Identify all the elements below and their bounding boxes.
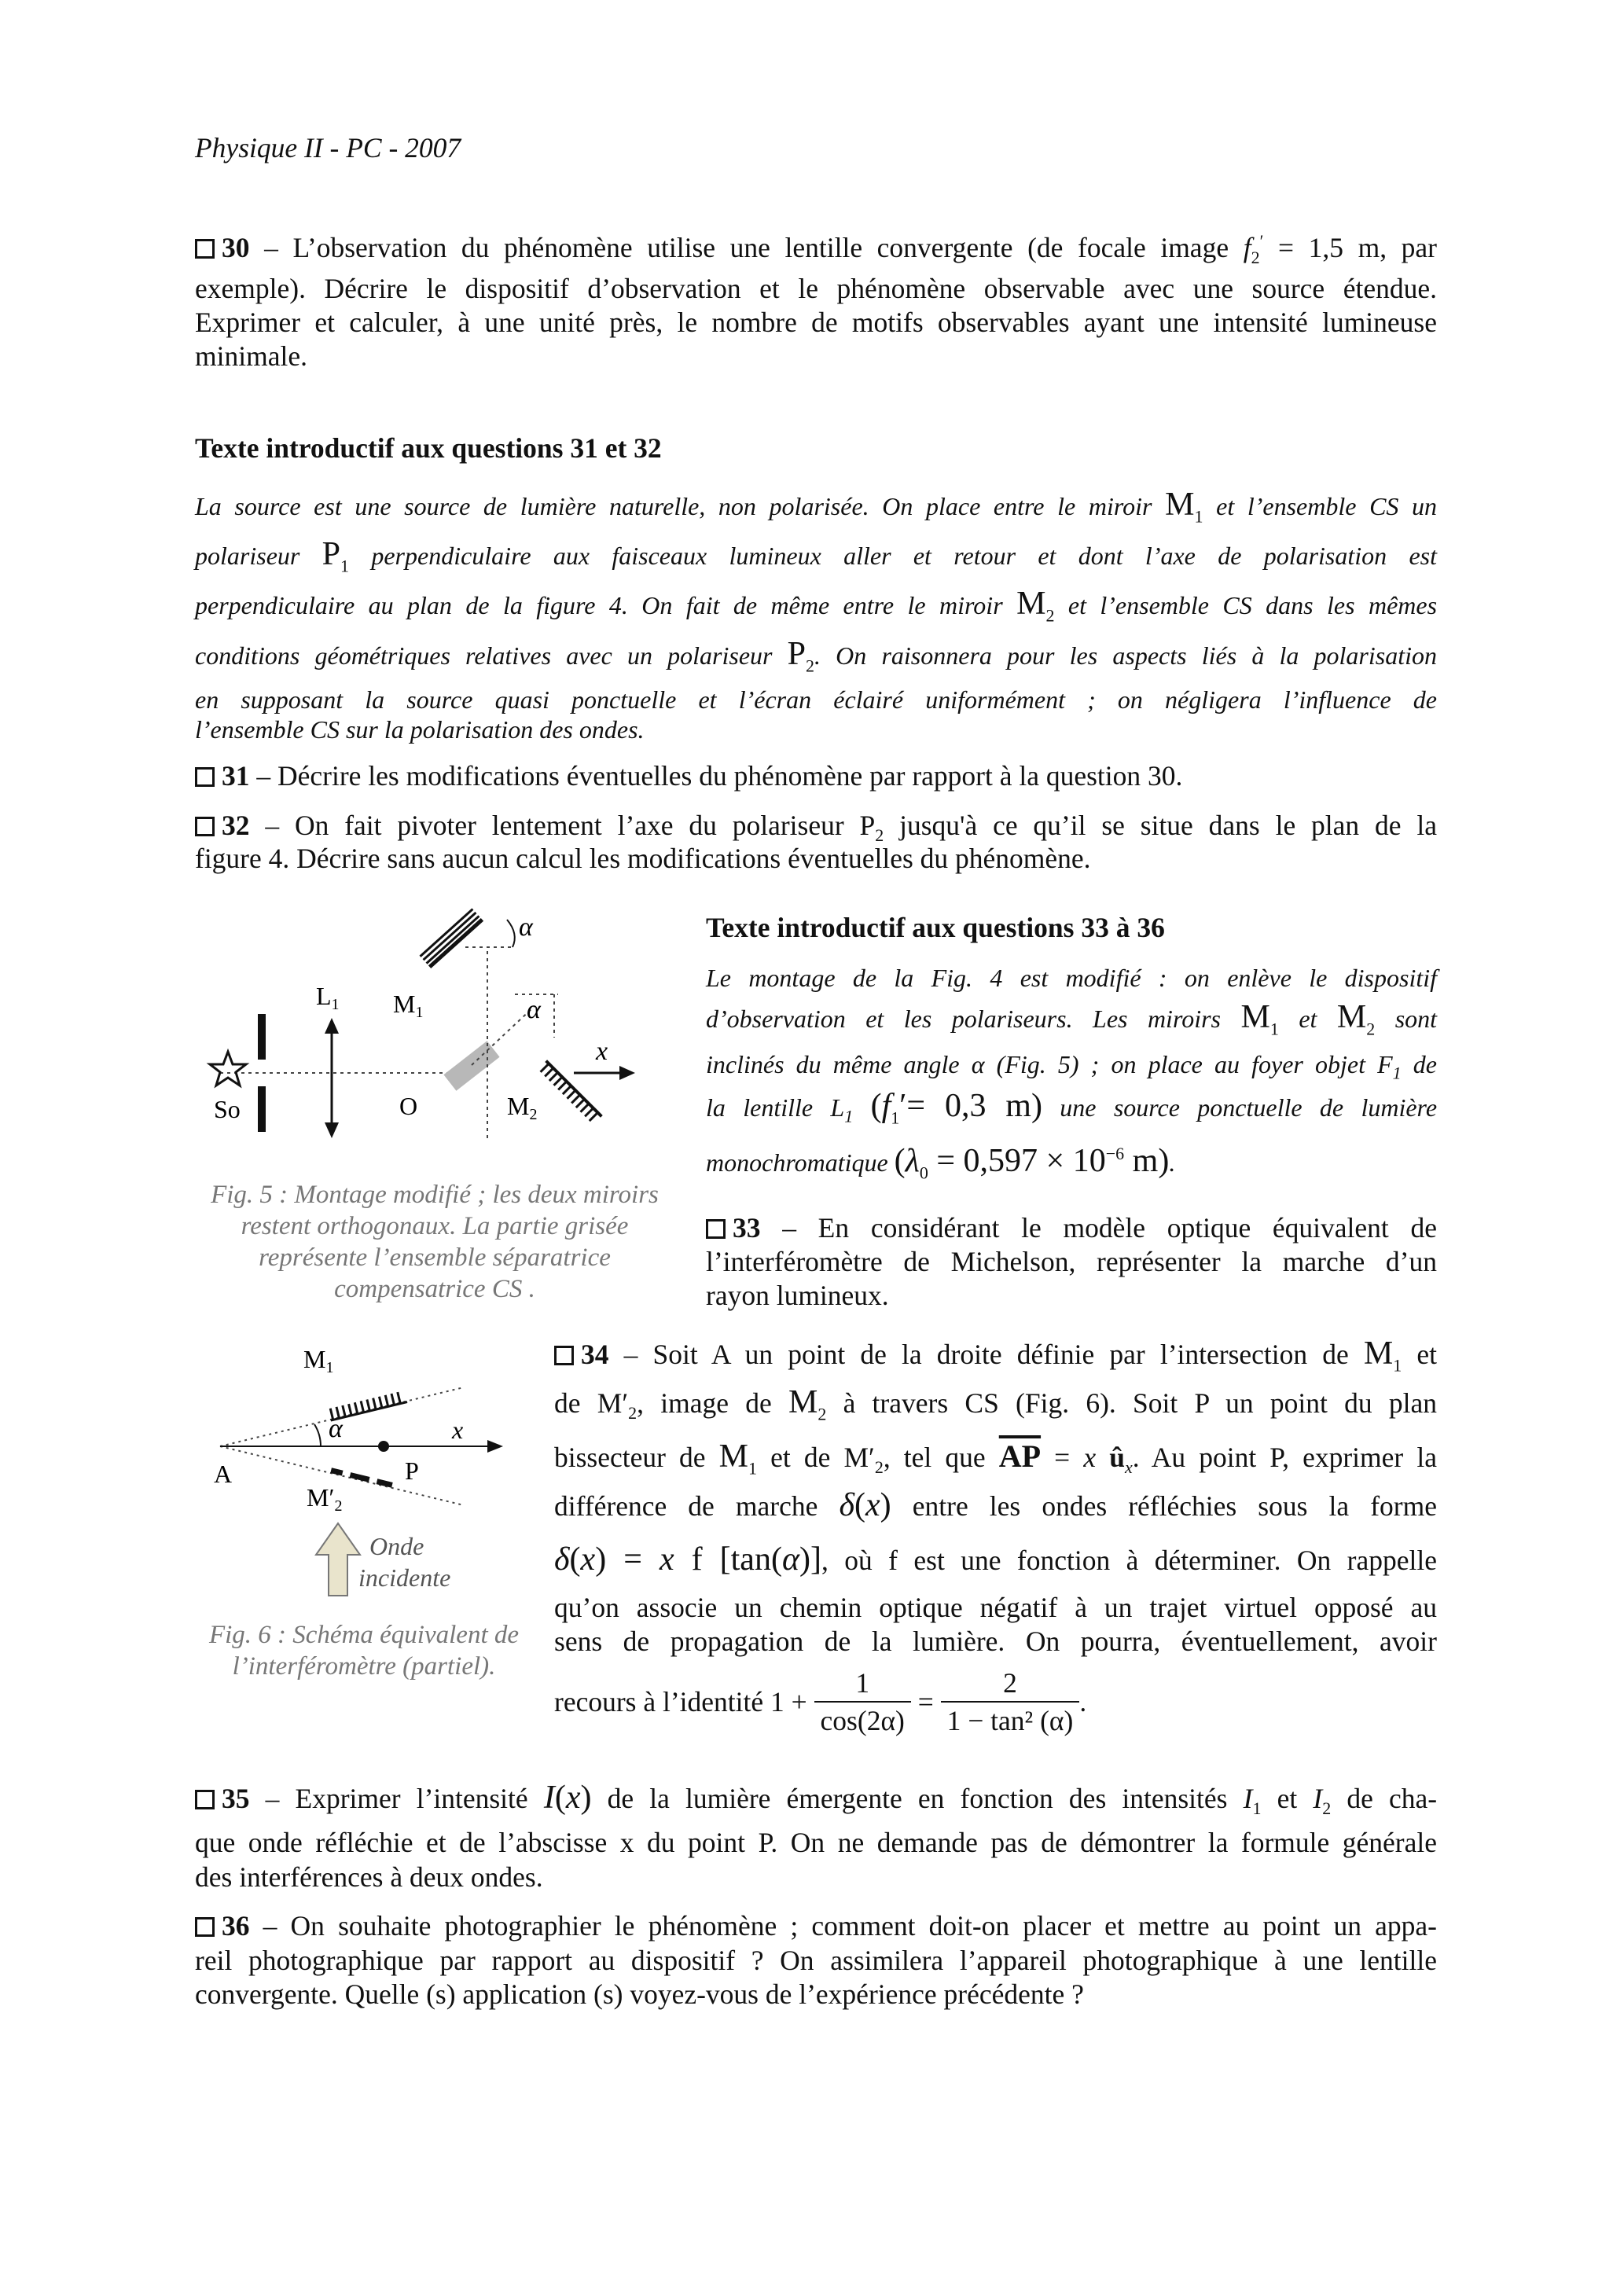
svg-text:α: α	[329, 1414, 343, 1443]
svg-text:M1: M1	[393, 990, 424, 1021]
fig6-caption: Fig. 6 : Schéma équivalent de l’interféromètre (partiel).	[208, 1621, 520, 1681]
svg-text:x: x	[452, 1416, 464, 1444]
checkbox-icon	[195, 1790, 215, 1809]
figure-6	[204, 1336, 535, 1604]
question-31: 31 – Décrire les modifications éventuelles du phénomène par rapport à la question 30.	[195, 759, 1182, 794]
checkbox-icon	[195, 817, 215, 836]
svg-text:incidente: incidente	[358, 1563, 451, 1592]
section-title: Texte introductif aux questions 31 et 32	[195, 432, 662, 464]
svg-text:M′2: M′2	[307, 1483, 343, 1515]
svg-text:α: α	[519, 913, 533, 942]
fig5-caption: Fig. 5 : Montage modifié ; les deux miroirs restent orthogonaux. La partie grisée représente l’ensemble séparatrice compensatrice CS .	[211, 1181, 659, 1303]
incident-wave-arrow-icon	[316, 1523, 360, 1596]
page-header: Physique II - PC - 2007	[195, 132, 461, 163]
svg-text:A: A	[214, 1460, 233, 1488]
svg-text:x: x	[596, 1037, 608, 1066]
svg-text:α: α	[527, 995, 541, 1024]
checkbox-icon	[195, 1917, 215, 1937]
svg-text:M1: M1	[303, 1345, 334, 1376]
figure-5	[204, 904, 676, 1163]
source-star-icon	[210, 1052, 246, 1086]
svg-text:So: So	[214, 1095, 241, 1123]
svg-text:Onde: Onde	[369, 1532, 424, 1560]
section-title: Texte introductif aux questions 33 à 36	[706, 912, 1165, 943]
svg-text:M2: M2	[507, 1092, 538, 1123]
checkbox-icon	[195, 239, 215, 259]
checkbox-icon	[195, 767, 215, 787]
svg-text:O: O	[399, 1092, 418, 1120]
checkbox-icon	[706, 1219, 726, 1239]
svg-text:P: P	[405, 1457, 419, 1485]
svg-text:L1: L1	[316, 982, 340, 1013]
checkbox-icon	[554, 1346, 574, 1365]
